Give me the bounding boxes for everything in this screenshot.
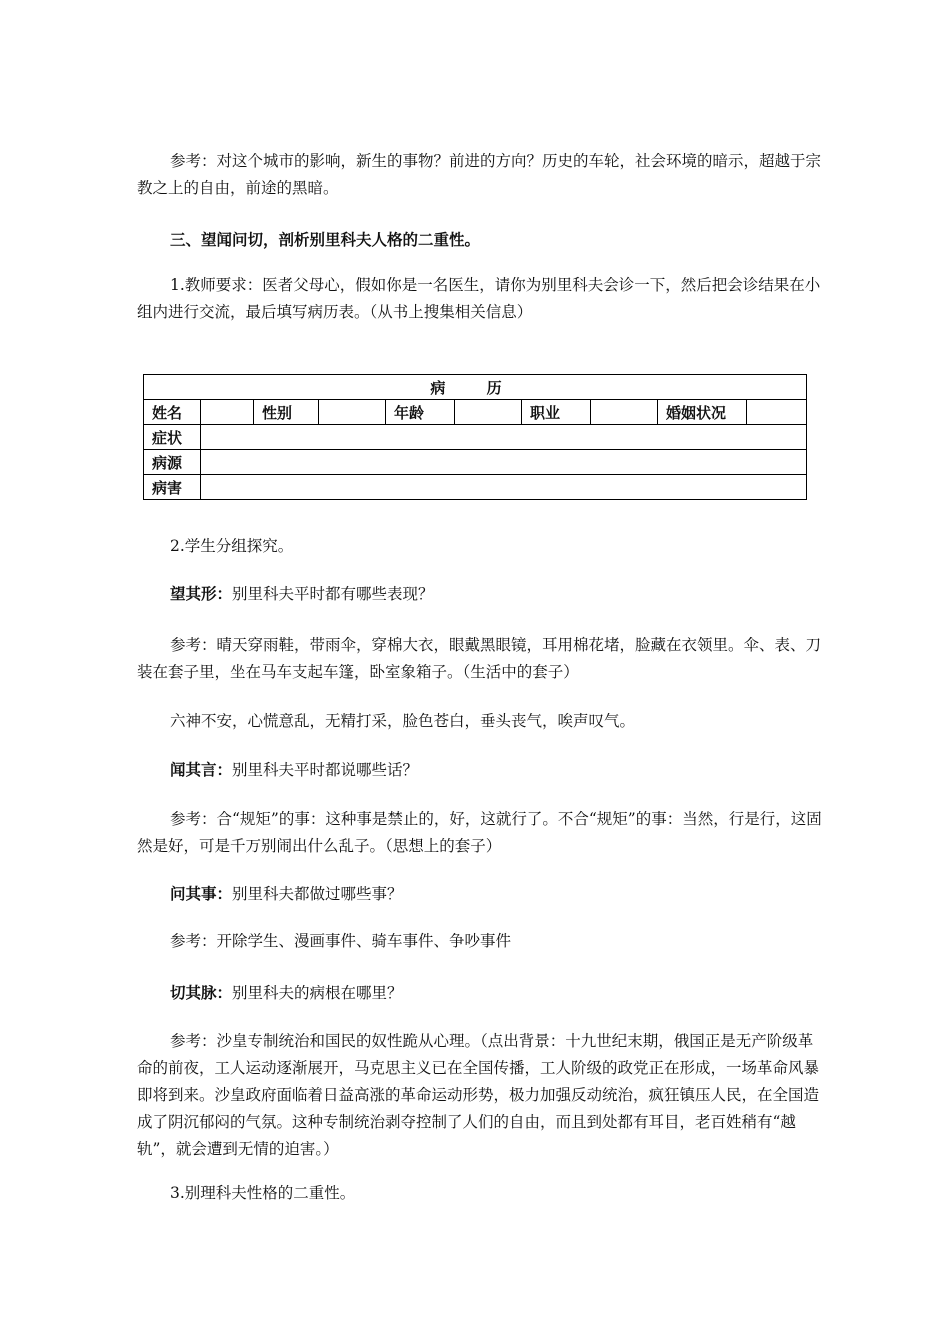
lead-look: 望其形：	[170, 584, 233, 603]
row-label-symptom: 症状	[144, 425, 201, 450]
paragraph-look-extra: 六神不安，心慌意乱，无精打采，脸色苍白，垂头丧气，唉声叹气。	[170, 712, 636, 730]
paragraph-pulse	[137, 979, 827, 1007]
paragraph-look	[137, 580, 827, 608]
paragraph-ask-reference: 参考：开除学生、漫画事件、骑车事件、争吵事件	[170, 932, 512, 950]
paragraph-step-2: 2.学生分组探究。	[170, 537, 294, 555]
paragraph-pulse-reference: 参考：沙皇专制统治和国民的奴性跪从心理。（点出背景：十九世纪末期，俄国正是无产阶级革命的前夜，工人运动逐渐展开，马克思主义已在全国传播，工人阶级的政党正在形成，一场革命风暴即将到来。沙皇政府面临着日益高涨的革命运动形势，极力加强反动统治，疯狂镇压人民，在全国造成了阴沉郁闷的气氛。这种专制统治剥夺控制了人们的自由，而且到处都有耳目，老百姓稍有“越轨”，就会遭到无情的迫害。）	[137, 1032, 820, 1158]
row-value-cause	[201, 450, 807, 475]
row-value-symptom	[201, 425, 807, 450]
field-value-job	[591, 400, 658, 425]
paragraph-reference-city: 参考：对这个城市的影响，新生的事物？前进的方向？历史的车轮，社会环境的暗示，超越于宗教之上的自由，前途的黑暗。	[137, 152, 822, 197]
row-label-harm: 病害	[144, 475, 201, 500]
field-label-gender: 性别	[254, 400, 319, 425]
question-look: 别里科夫平时都有哪些表现？	[232, 585, 434, 603]
field-label-job: 职业	[522, 400, 591, 425]
row-label-cause: 病源	[144, 450, 201, 475]
question-listen: 别里科夫平时都说哪些话？	[232, 761, 419, 779]
field-value-marital	[747, 400, 807, 425]
field-label-age: 年龄	[386, 400, 455, 425]
medical-record-table	[143, 374, 807, 500]
field-value-gender	[319, 400, 386, 425]
field-label-marital: 婚姻状况	[658, 400, 747, 425]
question-pulse: 别里科夫的病根在哪里？	[232, 984, 403, 1002]
table-title: 病 历	[144, 375, 807, 400]
paragraph-listen-reference: 参考：合“规矩”的事：这种事是禁止的，好，这就行了。不合“规矩”的事：当然，行是行，这固然是好，可是千万别闹出什么乱子。（思想上的套子）	[137, 810, 822, 855]
lead-listen: 闻其言：	[170, 760, 233, 779]
paragraph-look-reference: 参考：晴天穿雨鞋，带雨伞，穿棉大衣，眼戴黑眼镜，耳用棉花堵，脸藏在衣领里。伞、表、刀装在套子里，坐在马车支起车篷，卧室象箱子。（生活中的套子）	[137, 636, 822, 681]
paragraph-ask	[137, 880, 827, 908]
field-label-name: 姓名	[144, 400, 201, 425]
paragraph-teacher-requirement: 1.教师要求：医者父母心，假如你是一名医生，请你为别里科夫会诊一下，然后把会诊结果在小组内进行交流，最后填写病历表。（从书上搜集相关信息）	[137, 276, 821, 321]
table-row	[144, 475, 807, 500]
section-heading-3: 三、望闻问切，剖析别里科夫人格的二重性。	[170, 230, 481, 249]
row-value-harm	[201, 475, 807, 500]
field-value-name	[201, 400, 254, 425]
paragraph-step-3: 3.别理科夫性格的二重性。	[170, 1184, 356, 1202]
table-row	[144, 425, 807, 450]
lead-ask: 问其事：	[170, 884, 233, 903]
question-ask: 别里科夫都做过哪些事？	[232, 885, 403, 903]
lead-pulse: 切其脉：	[170, 983, 233, 1002]
paragraph-listen	[137, 756, 827, 784]
table-row	[144, 400, 807, 425]
table-row	[144, 450, 807, 475]
field-value-age	[455, 400, 522, 425]
